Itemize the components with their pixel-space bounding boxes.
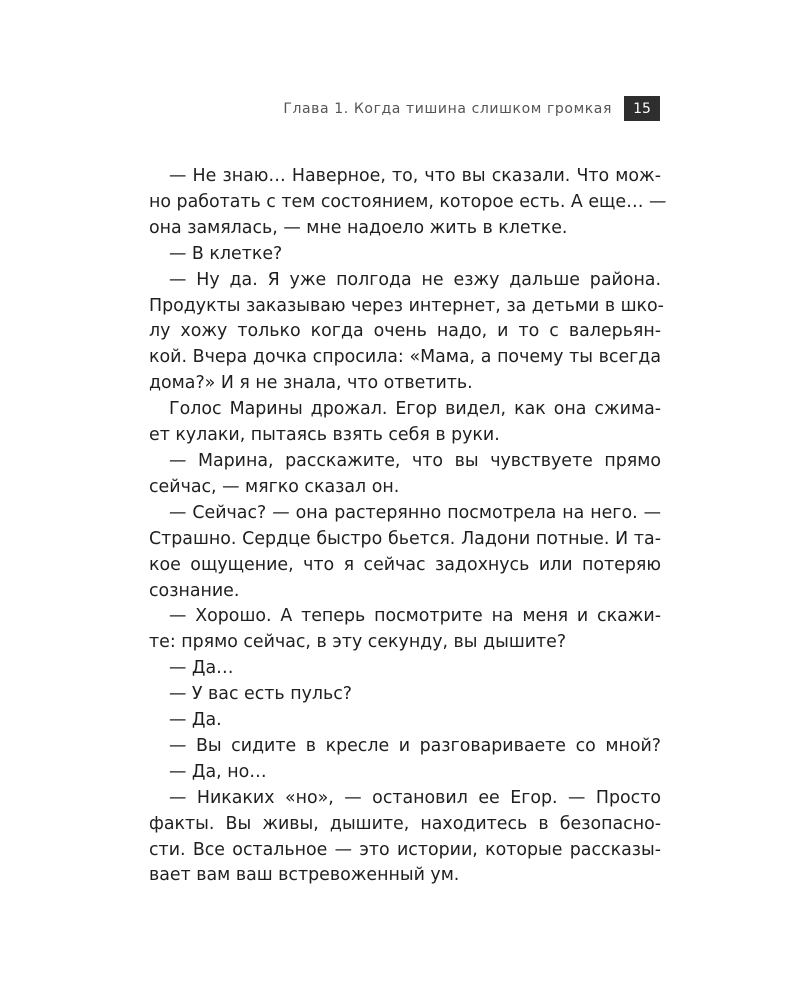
text-line: — Сейчас? — она растерянно посмотрела на него. — bbox=[169, 502, 661, 523]
text-line: — Да… bbox=[169, 658, 234, 679]
body-text bbox=[149, 164, 667, 889]
text-line: факты. Вы живы, дышите, находитесь в безопасно- bbox=[149, 813, 661, 834]
text-line: — Никаких «но», — остановил ее Егор. — Просто bbox=[169, 787, 661, 808]
text-line: Продукты заказываю через интернет, за детьми в шко- bbox=[149, 295, 664, 316]
text-line: Страшно. Сердце быстро бьется. Ладони потные. И та- bbox=[149, 528, 661, 549]
text-line: сти. Все остальное — это истории, которые рассказы- bbox=[149, 839, 661, 860]
text-line: — В клетке? bbox=[169, 243, 283, 264]
text-line: — Марина, расскажите, что вы чувствуете прямо bbox=[169, 450, 661, 471]
text-line: — Да, но… bbox=[169, 761, 267, 782]
text-line: кой. Вчера дочка спросила: «Мама, а почему ты всегда bbox=[149, 347, 661, 368]
text-line: — Да. bbox=[169, 710, 222, 731]
text-line: — Хорошо. А теперь посмотрите на меня и скажи- bbox=[169, 606, 661, 627]
text-line: но работать с тем состоянием, которое есть. А еще… — bbox=[149, 191, 667, 212]
text-line: кое ощущение, что я сейчас задохнусь или потеряю bbox=[149, 554, 661, 575]
chapter-title: Глава 1. Когда тишина слишком громкая bbox=[283, 100, 612, 117]
running-head bbox=[283, 96, 660, 121]
text-line: сознание. bbox=[149, 580, 240, 601]
text-line: те: прямо сейчас, в эту секунду, вы дышите? bbox=[149, 632, 567, 653]
text-line: она замялась, — мне надоело жить в клетке. bbox=[149, 217, 568, 238]
text-line: — Не знаю… Наверное, то, что вы сказали. Что мож- bbox=[169, 166, 661, 186]
text-line: вает вам ваш встревоженный ум. bbox=[149, 865, 460, 886]
text-line: Голос Марины дрожал. Егор видел, как она сжима- bbox=[169, 399, 661, 420]
text-line: ет кулаки, пытаясь взять себя в руки. bbox=[149, 425, 500, 446]
text-line: лу хожу только когда очень надо, и то с валерьян- bbox=[149, 321, 661, 342]
text-line: дома?» И я не знала, что ответить. bbox=[149, 373, 473, 394]
text-line: — У вас есть пульс? bbox=[169, 684, 353, 705]
text-line: — Ну да. Я уже полгода не езжу дальше района. bbox=[169, 269, 661, 290]
text-line: сейчас, — мягко сказал он. bbox=[149, 476, 400, 497]
text-line: — Вы сидите в кресле и разговариваете со мной? bbox=[169, 735, 661, 756]
page-number: 15 bbox=[624, 96, 660, 121]
